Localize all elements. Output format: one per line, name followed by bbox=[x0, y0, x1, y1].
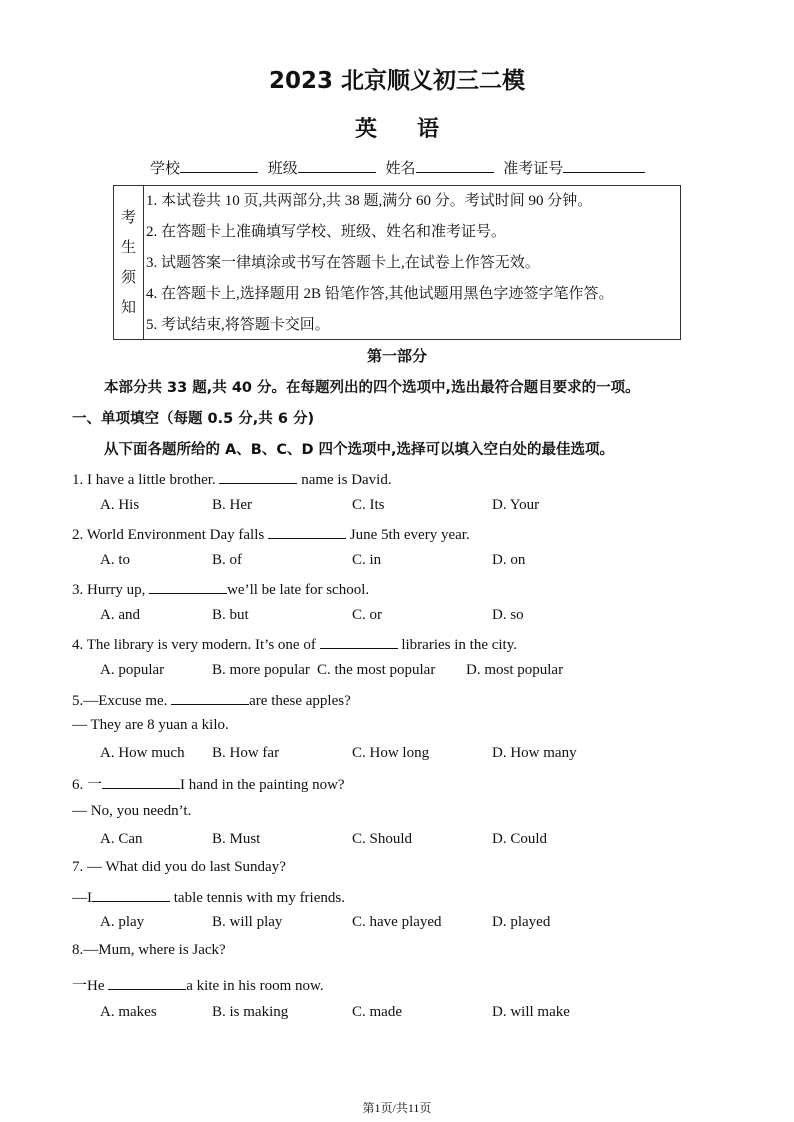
question-text: —I bbox=[72, 890, 92, 906]
part-one-intro: 本部分共 33 题,共 40 分。在每题列出的四个选项中,选出最符合题目要求的一项。 bbox=[104, 380, 640, 396]
option-b[interactable]: B. more popular bbox=[212, 662, 310, 678]
page-footer: 第1页/共11页 bbox=[362, 1101, 432, 1115]
option-d[interactable]: D. Your bbox=[492, 497, 540, 513]
question-text: 4. The library is very modern. It’s one of bbox=[72, 637, 320, 653]
answer-blank[interactable] bbox=[219, 469, 297, 484]
question-5-reply: — They are 8 yuan a kilo. bbox=[72, 717, 229, 733]
option-a[interactable]: A. Can bbox=[100, 831, 143, 847]
question-text: are these apples? bbox=[249, 693, 351, 709]
question-8-stem bbox=[72, 974, 324, 995]
option-d[interactable]: D. will make bbox=[492, 1004, 570, 1020]
option-a[interactable]: A. How much bbox=[100, 745, 185, 761]
question-text: a kite in his room now. bbox=[186, 978, 324, 994]
option-b[interactable]: B. Her bbox=[212, 497, 252, 513]
question-text: 2. World Environment Day falls bbox=[72, 527, 268, 543]
option-d[interactable]: D. Could bbox=[492, 831, 548, 847]
question-text: 6. 一 bbox=[72, 777, 103, 793]
notice-side-label bbox=[114, 186, 144, 339]
question-4-stem bbox=[72, 634, 517, 654]
option-b[interactable]: B. of bbox=[212, 552, 242, 568]
option-c[interactable]: C. have played bbox=[352, 914, 442, 930]
notice-line: 2. 在答题卡上准确填写学校、班级、姓名和准考证号。 bbox=[146, 224, 507, 240]
option-a[interactable]: A. and bbox=[100, 607, 140, 623]
question-6-stem bbox=[72, 773, 345, 794]
option-a[interactable]: A. play bbox=[100, 914, 145, 930]
option-c[interactable]: C. in bbox=[352, 552, 382, 568]
option-d[interactable]: D. played bbox=[492, 914, 551, 930]
school-label: 学校 bbox=[150, 161, 181, 177]
section-instruction: 从下面各题所给的 A、B、C、D 四个选项中,选择可以填入空白处的最佳选项。 bbox=[104, 442, 615, 458]
name-label: 姓名 bbox=[385, 161, 416, 177]
question-text: 1. I have a little brother. bbox=[72, 472, 220, 488]
student-info-fields bbox=[150, 157, 651, 178]
question-text: we’ll be late for school. bbox=[227, 582, 370, 598]
question-text: 一He bbox=[72, 978, 109, 994]
option-d[interactable]: D. most popular bbox=[466, 662, 564, 678]
question-text: June 5th every year. bbox=[345, 527, 470, 543]
school-blank[interactable] bbox=[180, 158, 258, 173]
option-c[interactable]: C. the most popular bbox=[317, 662, 436, 678]
question-8-line1: 8.—Mum, where is Jack? bbox=[72, 942, 226, 958]
answer-blank[interactable] bbox=[92, 887, 170, 902]
answer-blank[interactable] bbox=[320, 634, 398, 649]
notice-line: 1. 本试卷共 10 页,共两部分,共 38 题,满分 60 分。考试时间 90 分钟。 bbox=[146, 193, 593, 209]
question-5-stem bbox=[72, 690, 351, 710]
option-c[interactable]: C. made bbox=[352, 1004, 402, 1020]
option-a[interactable]: A. makes bbox=[100, 1004, 157, 1020]
option-d[interactable]: D. so bbox=[492, 607, 524, 623]
option-b[interactable]: B. will play bbox=[212, 914, 283, 930]
question-3-stem bbox=[72, 579, 369, 599]
question-7-stem bbox=[72, 887, 345, 907]
question-text: I hand in the painting now? bbox=[180, 777, 345, 793]
notice-line: 4. 在答题卡上,选择题用 2B 铅笔作答,其他试题用黑色字迹签字笔作答。 bbox=[146, 286, 614, 302]
notice-side-char: 须 bbox=[120, 269, 136, 286]
name-blank[interactable] bbox=[416, 158, 494, 173]
option-b[interactable]: B. How far bbox=[212, 745, 280, 761]
option-a[interactable]: A. to bbox=[100, 552, 130, 568]
option-a[interactable]: A. popular bbox=[100, 662, 165, 678]
option-c[interactable]: C. Its bbox=[352, 497, 385, 513]
question-2-stem bbox=[72, 524, 470, 544]
question-text: 5.—Excuse me. bbox=[72, 693, 172, 709]
class-blank[interactable] bbox=[298, 158, 376, 173]
notice-side-char: 考 bbox=[120, 209, 136, 226]
option-c[interactable]: C. Should bbox=[352, 831, 413, 847]
option-b[interactable]: B. but bbox=[212, 607, 249, 623]
option-d[interactable]: D. on bbox=[492, 552, 526, 568]
class-label: 班级 bbox=[267, 161, 298, 177]
answer-blank[interactable] bbox=[149, 579, 227, 594]
option-d[interactable]: D. How many bbox=[492, 745, 577, 761]
notice-side-char: 知 bbox=[120, 299, 136, 316]
notice-side-char: 生 bbox=[120, 239, 136, 256]
notice-line: 5. 考试结束,将答题卡交回。 bbox=[146, 317, 330, 333]
option-b[interactable]: B. Must bbox=[212, 831, 261, 847]
notice-line: 3. 试题答案一律填涂或书写在答题卡上,在试卷上作答无效。 bbox=[146, 255, 540, 271]
question-text: table tennis with my friends. bbox=[170, 890, 345, 906]
exam-title: 2023 北京顺义初三二模 bbox=[268, 68, 526, 94]
option-c[interactable]: C. How long bbox=[352, 745, 430, 761]
option-a[interactable]: A. His bbox=[100, 497, 140, 513]
question-1-stem bbox=[72, 469, 392, 489]
question-7-line1: 7. — What did you do last Sunday? bbox=[72, 859, 286, 875]
answer-blank[interactable] bbox=[268, 524, 346, 539]
option-b[interactable]: B. is making bbox=[212, 1004, 289, 1020]
section-title: 一、单项填空（每题 0.5 分,共 6 分) bbox=[72, 411, 315, 427]
part-one-title: 第一部分 bbox=[366, 347, 427, 365]
exam-id-blank[interactable] bbox=[563, 158, 645, 173]
answer-blank[interactable] bbox=[108, 975, 186, 990]
question-text: 3. Hurry up, bbox=[72, 582, 150, 598]
subject-title: 英语 bbox=[354, 117, 479, 142]
exam-id-label: 准考证号 bbox=[503, 161, 564, 177]
question-text: libraries in the city. bbox=[397, 637, 518, 653]
question-6-reply: — No, you needn’t. bbox=[72, 803, 192, 819]
answer-blank[interactable] bbox=[171, 690, 249, 705]
exam-notice-box bbox=[113, 185, 681, 340]
question-text: name is David. bbox=[297, 472, 392, 488]
answer-blank[interactable] bbox=[102, 774, 180, 789]
option-c[interactable]: C. or bbox=[352, 607, 382, 623]
